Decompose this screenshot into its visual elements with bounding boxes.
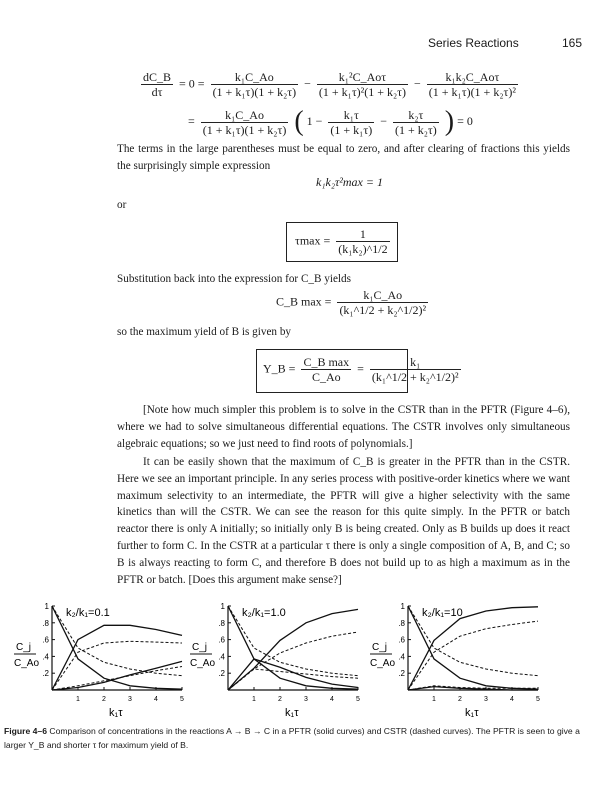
minus-sign: − xyxy=(380,113,387,128)
paragraph-substitution: Substitution back into the expression for C_B yields xyxy=(117,273,351,285)
yield-lhs: Y_B = xyxy=(263,361,296,376)
y-tick-label: .4 xyxy=(42,652,49,662)
paragraph-principle: It can be easily shown that the maximum of C_B is greater in the PFTR than in the CSTR. Here we see an important principle. In any series process with positive-order kinetics where we want maximum selectivity to an intermediate, the PFTR will give a higher selectivity with the same kinetics than will the CSTR. We can see the reason for this quite simply. In the PFTR or batch reactor there is only A initially; so initially only B is being created. Only as B builds up does it react further to form C. In the CSTR at a particular τ there is only a single composition of A, B, and C; so B is always reacting to form C, and therefore B does not build up to as high a maximum as in the PFTR or batch. [Does this argument make sense?] xyxy=(117,456,570,586)
x-tick-label: 1 xyxy=(432,696,436,703)
x-tick-label: 2 xyxy=(278,696,282,703)
minus-sign: − xyxy=(414,76,421,91)
y-tick-label: .2 xyxy=(42,669,49,679)
equals-zero-result: = 0 xyxy=(457,113,473,128)
y-tick-label: .6 xyxy=(398,635,405,645)
yield-numerator-2: k₁ xyxy=(410,355,421,369)
term1-denominator: (1 + k₁τ)(1 + k₂τ) xyxy=(212,85,297,99)
panel-ratio-label: k₂/k₁=1.0 xyxy=(242,607,286,619)
minus-sign: − xyxy=(304,76,311,91)
equation-cb-max xyxy=(276,288,431,317)
y-tick-label: 1 xyxy=(44,602,49,611)
x-tick-label: 1 xyxy=(252,696,256,703)
y-axis-label-denominator: C_Ao xyxy=(14,658,40,669)
term5-numerator: k₁τ xyxy=(343,107,359,122)
y-tick-label: .8 xyxy=(218,618,225,628)
equation-tau-max: k₁k₂τ²max = 1 xyxy=(316,175,383,189)
cb-max-numerator: k₁C_Ao xyxy=(363,288,403,302)
y-axis-label-denominator: C_Ao xyxy=(370,658,396,669)
y-axis-label-numerator: C_j xyxy=(192,642,208,653)
x-axis-label: k₁τ xyxy=(465,707,479,719)
bracket-one-minus: 1 − xyxy=(306,113,323,128)
tau-max-denominator: (k₁k₂)^1/2 xyxy=(338,242,388,256)
x-tick-label: 2 xyxy=(102,696,106,703)
x-tick-label: 3 xyxy=(128,696,132,703)
y-tick-label: .2 xyxy=(398,669,405,679)
cb-max-denominator: (k₁^1/2 + k₂^1/2)² xyxy=(339,303,427,317)
y-tick-label: .6 xyxy=(42,635,49,645)
y-tick-label: .8 xyxy=(398,618,405,628)
series-line-6 xyxy=(52,667,182,691)
equals-sign: = xyxy=(188,113,195,128)
panel-ratio-label: k₂/k₁=10 xyxy=(422,607,463,619)
panel-ratio-label: k₂/k₁=0.1 xyxy=(66,607,110,619)
yield-equals: = xyxy=(357,361,364,376)
term3-denominator: (1 + k₁τ)(1 + k₂τ)² xyxy=(428,85,516,99)
caption-text: Comparison of concentrations in the reactions A → B → C in a PFTR (solid curves) and CSTR (dashed curves). The PFTR is seen to give a larger Y_B and shorter τ for maximum yield of B. xyxy=(4,726,580,750)
yield-numerator-1: C_B max xyxy=(303,355,350,369)
term4-denominator: (1 + k₁τ)(1 + k₂τ) xyxy=(202,122,287,137)
x-tick-label: 4 xyxy=(510,696,514,703)
paragraph-terms: The terms in the large parentheses must be equal to zero, and after clearing of fractions this yields the surprisingly simple expression xyxy=(117,143,570,172)
lhs-denominator: dτ xyxy=(141,84,173,99)
caption-label: Figure 4–6 xyxy=(4,726,47,736)
text-or: or xyxy=(117,199,127,211)
x-tick-label: 4 xyxy=(330,696,334,703)
term6-numerator: k₂τ xyxy=(408,107,424,122)
y-tick-label: .4 xyxy=(398,652,405,662)
x-tick-label: 5 xyxy=(356,696,360,703)
yield-denominator-1: C_Ao xyxy=(301,369,351,384)
y-tick-label: .4 xyxy=(218,652,225,662)
x-axis-label: k₁τ xyxy=(109,707,123,719)
x-axis-label: k₁τ xyxy=(285,707,299,719)
y-tick-label: .8 xyxy=(42,618,49,628)
y-tick-label: .6 xyxy=(218,635,225,645)
series-line-6 xyxy=(408,621,538,690)
series-line-2 xyxy=(52,625,182,690)
term3-numerator: k₁k₂C_Aoτ xyxy=(445,70,500,84)
x-tick-label: 4 xyxy=(154,696,158,703)
tau-max-numerator: 1 xyxy=(359,227,366,241)
chart-panel-3 xyxy=(370,602,540,719)
y-tick-label: 1 xyxy=(220,602,225,611)
y-axis-label-numerator: C_j xyxy=(16,642,32,653)
y-axis-label-denominator: C_Ao xyxy=(190,658,216,669)
tau-max-lhs: τmax = xyxy=(295,233,331,248)
term2-denominator: (1 + k₁τ)²(1 + k₂τ) xyxy=(318,85,407,99)
x-tick-label: 3 xyxy=(304,696,308,703)
term2-numerator: k₁²C_Aoτ xyxy=(338,70,387,84)
cb-max-lhs: C_B max = xyxy=(276,294,332,309)
yield-denominator-2: (k₁^1/2 + k₂^1/2)² xyxy=(371,370,459,384)
running-title: Series Reactions xyxy=(428,36,519,50)
equation-factored: = $\frac{\text{k₁C\_Ao}}{\text{(1 + k₁τ)(1 + k₂τ)}}$ ( 1 − $\frac{\text{k₁τ}}{\text{(1 + k₁τ)}}$ − $\frac{\text{k₂τ}}{\text{(1 + k₂τ)}}$ ) = 0 xyxy=(188,106,473,137)
page-number: 165 xyxy=(562,36,583,50)
y-axis-label-numerator: C_j xyxy=(372,642,388,653)
x-tick-label: 5 xyxy=(536,696,540,703)
chart-panel-2 xyxy=(190,602,360,719)
term1-numerator: k₁C_Ao xyxy=(234,70,274,84)
paragraph-max-yield: so the maximum yield of B is given by xyxy=(117,326,292,338)
term6-denominator: (1 + k₂τ) xyxy=(394,122,437,137)
y-tick-label: .2 xyxy=(218,669,225,679)
figure-4-6-charts xyxy=(0,600,602,722)
lhs-numerator: dC_B xyxy=(143,70,172,84)
term4-numerator: k₁C_Ao xyxy=(225,107,264,122)
series-line-3 xyxy=(228,609,358,690)
equation-derivative xyxy=(138,70,521,99)
x-tick-label: 5 xyxy=(180,696,184,703)
series-line-6 xyxy=(228,632,358,690)
term5-denominator: (1 + k₁τ) xyxy=(330,122,373,137)
y-tick-label: 1 xyxy=(400,602,405,611)
chart-panel-1 xyxy=(14,602,184,719)
x-tick-label: 2 xyxy=(458,696,462,703)
equals-zero: = 0 = xyxy=(179,76,205,91)
series-line-3 xyxy=(408,607,538,690)
x-tick-label: 3 xyxy=(484,696,488,703)
x-tick-label: 1 xyxy=(76,696,80,703)
figure-caption xyxy=(4,724,594,752)
paragraph-note: [Note how much simpler this problem is to solve in the CSTR than in the PFTR (Figure 4–6), where we had to solve simultaneous differential equations. The CSTR involves only simultaneous algebraic equations; so we just need to find roots of polynomials.] xyxy=(117,404,570,450)
boxed-equation-tau-max xyxy=(286,222,398,262)
